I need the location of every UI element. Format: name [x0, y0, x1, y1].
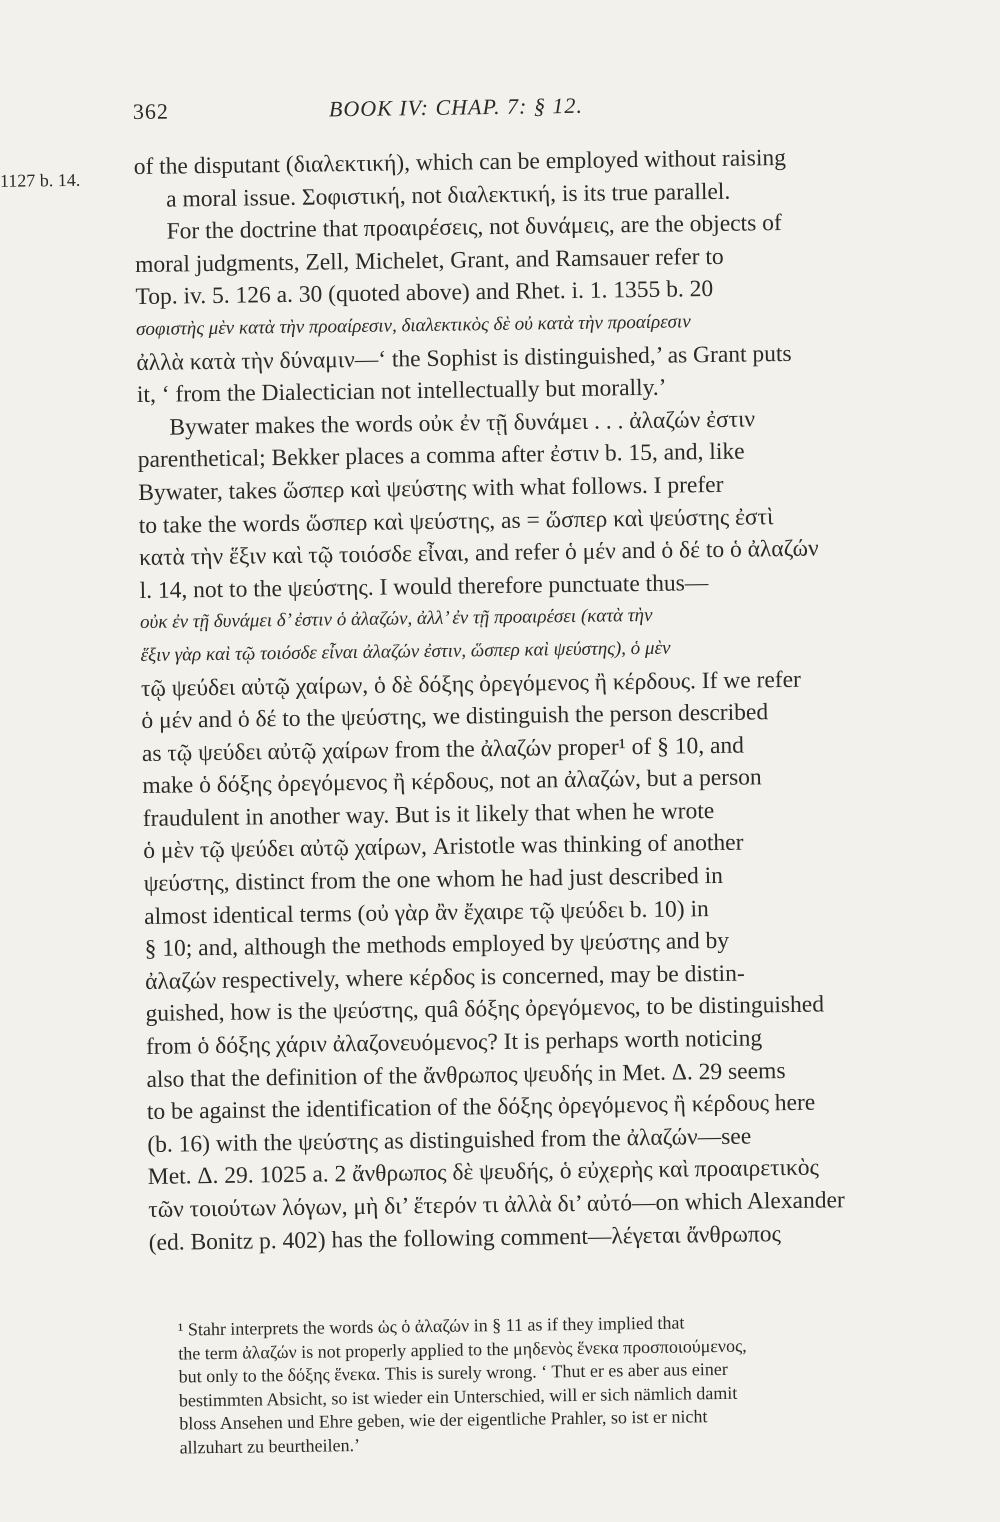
text-line: also that the definition of the ἄνθρωπος ψευδής in Met. Δ. 29 seems [146, 1057, 786, 1093]
text-line: ψεύστης, distinct from the one whom he had just described in [143, 862, 724, 898]
text-line: § 10; and, although the methods employed by ψεύστης and by [144, 928, 730, 963]
footnote-line: but only to the δόξης ἕνεκα. This is surely wrong. ‘ Thut er es aber aus einer [178, 1358, 728, 1387]
text-line: guished, how is the ψεύστης, quâ δόξης ὀρεγόμενος, to be distinguished [145, 991, 825, 1028]
text-line: from ὁ δόξης χάριν ἀλαζονευόμενος? It is perhaps worth noticing [145, 1025, 763, 1061]
page-number: 362 [132, 98, 170, 125]
text-line: ὁ μὲν τῷ ψεύδει αὐτῷ χαίρων, Aristotle was thinking of another [143, 830, 744, 865]
text-line: as τῷ ψεύδει αὐτῷ χαίρων from the ἀλαζών proper¹ of § 10, and [141, 732, 745, 767]
footnotes [178, 1308, 940, 1460]
text-line: to be against the identification of the δόξης ὀρεγόμενος ἢ κέρδους here [146, 1089, 816, 1126]
text-line: ὁ μέν and ὁ δέ to the ψεύστης, we distinguish the person described [141, 699, 769, 735]
text-line: of the disputant (διαλεκτική), which can be employed without raising [133, 144, 787, 181]
text-line: οὐκ ἐν τῇ δυνάμει δ’ ἐστιν ὁ ἀλαζών, ἀλλ’ ἐν τῇ προαιρέσει (κατὰ τὴν [139, 605, 653, 634]
text-line: κατὰ τὴν ἕξιν καὶ τῷ τοιόσδε εἶναι, and refer ὁ μέν and ὁ δέ to ὁ ἀλαζών [139, 535, 819, 572]
text-line: make ὁ δόξης ὀρεγόμενος ἢ κέρδους, not an ἀλαζών, but a person [142, 764, 762, 800]
main-text [134, 140, 917, 1259]
margin-reference: 1127 b. 14. [0, 169, 81, 191]
text-line: almost identical terms (οὐ γὰρ ἂν ἔχαιρε τῷ ψεύδει b. 10) in [144, 895, 709, 930]
footnote-line: the term ἀλαζών is not properly applied to the μηδενὸς ἕνεκα προσποιούμενος, [178, 1335, 747, 1364]
text-line: l. 14, not to the ψεύστης. I would therefore punctuate thus— [139, 569, 709, 604]
text-line: (ed. Bonitz p. 402) has the following comment—λέγεται ἄνθρωπος [148, 1220, 781, 1256]
text-line: to take the words ὥσπερ καὶ ψεύστης, as = ὥσπερ καὶ ψεύστης ἐστὶ [138, 503, 774, 539]
text-line: it, ‘ from the Dialectician not intellectually but morally.’ [136, 374, 667, 409]
footnote-line: allzuhart zu beurtheilen.’ [179, 1434, 361, 1458]
text-line: moral judgments, Zell, Michelet, Grant, and Ramsauer refer to [134, 243, 724, 278]
running-head: BOOK IV: CHAP. 7: § 12. [328, 92, 584, 122]
text-line: a moral issue. Σοφιστική, not διαλεκτική, is its true parallel. [165, 178, 731, 213]
text-line: (b. 16) with the ψεύστης as distinguished from the ἀλαζών—see [147, 1123, 752, 1158]
footnote-line: bloss Ansehen und Ehre geben, wie der eigentliche Prahler, so ist er nicht [179, 1406, 708, 1434]
text-line: ἕξιν γὰρ καὶ τῷ τοιόσδε εἶναι ἀλαζών ἐστιν, ὥσπερ καὶ ψεύστης), ὁ μὲν [140, 637, 671, 666]
text-line: Top. iv. 5. 126 a. 30 (quoted above) and Rhet. i. 1. 1355 b. 20 [135, 276, 714, 311]
text-line: fraudulent in another way. But is it likely that when he wrote [142, 797, 715, 832]
text-line: ἀλλὰ κατὰ τὴν δύναμιν—‘ the Sophist is distinguished,’ as Grant puts [136, 340, 792, 376]
text-line: Bywater, takes ὥσπερ καὶ ψεύστης with what follows. I prefer [138, 471, 724, 506]
text-line: Met. Δ. 29. 1025 a. 2 ἄνθρωπος δὲ ψευδής, ὁ εὐχερὴς καὶ προαιρετικὸς [147, 1154, 819, 1191]
text-line: σοφιστὴς μὲν κατὰ τὴν προαίρεσιν, διαλεκτικὸς δὲ οὐ κατὰ τὴν προαίρεσιν [135, 311, 691, 341]
text-line: τῷ ψεύδει αὐτῷ χαίρων, ὁ δὲ δόξης ὀρεγόμενος ἢ κέρδους. If we refer [140, 666, 802, 702]
text-line: Bywater makes the words οὐκ ἐν τῇ δυνάμει . . . ἀλαζών ἐστιν [169, 406, 756, 441]
footnote-line: bestimmten Absicht, so ist wieder ein Unterschied, will er sich nämlich damit [178, 1382, 738, 1411]
text-line: parenthetical; Bekker places a comma after ἐστιν b. 15, and, like [137, 438, 745, 474]
footnote-line: ¹ Stahr interprets the words ὡς ὁ ἀλαζών in § 11 as if they implied that [177, 1312, 685, 1340]
text-line: ἀλαζών respectively, where κέρδος is concerned, may be distin- [144, 960, 745, 995]
page-header [132, 91, 723, 125]
text-line: For the doctrine that προαιρέσεις, not δυνάμεις, are the objects of [166, 210, 782, 245]
text-line: τῶν τοιούτων λόγων, μὴ δι’ ἕτερόν τι ἀλλὰ δι’ αὐτό—on which Alexander [148, 1187, 845, 1223]
